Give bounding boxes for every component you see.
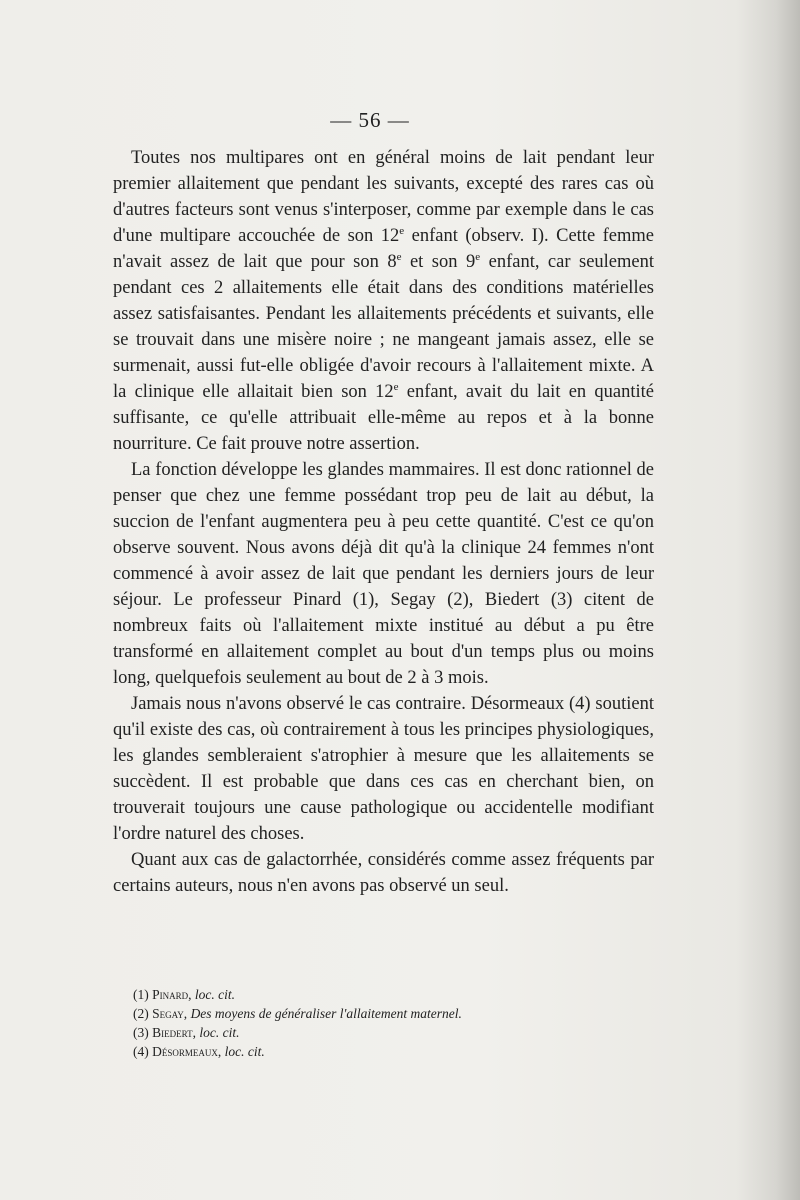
footnote-ref: Des moyens de généraliser l'allaitement maternel. xyxy=(190,1006,462,1021)
footnote-author: Biedert, xyxy=(152,1025,196,1040)
footnote-author: Segay, xyxy=(152,1006,188,1021)
footnote-author: Pinard, xyxy=(152,987,192,1002)
body-text xyxy=(113,145,654,899)
superscript: e xyxy=(399,224,405,237)
footnote-ref: loc. cit. xyxy=(194,987,236,1002)
footnote-ref: loc. cit. xyxy=(224,1044,265,1059)
paragraph-3: Jamais nous n'avons observé le cas contraire. Désormeaux (4) soutient qu'il existe des cas, où contrairement à tous les principes physiologiques, les glandes sembleraient s'atrophier à mesure que les allaitements se succèdent. Il est probable que dans ces cas en cherchant bien, on trouverait toujours une cause pathologique ou accidentelle modifiant l'ordre naturel des choses. xyxy=(113,694,654,844)
footnote-ref: loc. cit. xyxy=(199,1025,240,1040)
superscript: e xyxy=(475,250,481,263)
footnote-2: (2) Segay, Des moyens de généraliser l'allaitement maternel. xyxy=(133,1006,462,1021)
superscript: e xyxy=(396,250,402,263)
paragraph-2: La fonction développe les glandes mammaires. Il est donc rationnel de penser que chez une femme possédant trop peu de lait au début, la succion de l'enfant augmentera peu à peu cette quantité. C'est ce qu'on observe souvent. Nous avons déjà dit qu'à la clinique 24 femmes n'ont commencé à avoir assez de lait que pendant les derniers jours de leur séjour. Le professeur Pinard (1), Segay (2), Biedert (3) citent de nombreux faits où l'allaitement mixte institué au début a pu être transformé en allaitement complet au bout d'un temps plus ou moins long, quelquefois seulement au bout de 2 à 3 mois. xyxy=(113,460,654,688)
footnote-author: Désormeaux, xyxy=(152,1044,222,1059)
footnote-1: (1) Pinard, loc. cit. xyxy=(133,987,236,1002)
page-number: — 56 — xyxy=(330,108,410,132)
paragraph-1: Toutes nos multipares ont en général moins de lait pendant leur premier allaitement que pendant les suivants, excepté des rares cas où d'autres facteurs sont venus s'interposer, comme par exemple dans le cas d'une multipare accouchée de son 12e enfant (observ. I). Cette femme n'avait assez de lait que pour son 8e et son 9e enfant, car seulement pendant ces 2 allaitements elle était dans des conditions matérielles assez satisfaisantes. Pendant les allaitements précédents et suivants, elle se trouvait dans une misère noire ; ne mangeant jamais assez, elle se surmenait, aussi fut-elle obligée d'avoir recours à l'allaitement mixte. A la clinique elle allaitait bien son 12e enfant, avait du lait en quantité suffisante, ce qu'elle attribuait elle-même au repos et à la bonne nourriture. Ce fait prouve notre assertion. xyxy=(113,148,655,454)
paragraph-4: Quant aux cas de galactorrhée, considérés comme assez fréquents par certains auteurs, nous n'en avons pas observé un seul. xyxy=(113,850,654,896)
footnote-3: (3) Biedert, loc. cit. xyxy=(133,1025,240,1040)
footnote-4: (4) Désormeaux, loc. cit. xyxy=(133,1044,265,1059)
footnotes xyxy=(133,985,653,1061)
superscript: e xyxy=(393,380,399,393)
